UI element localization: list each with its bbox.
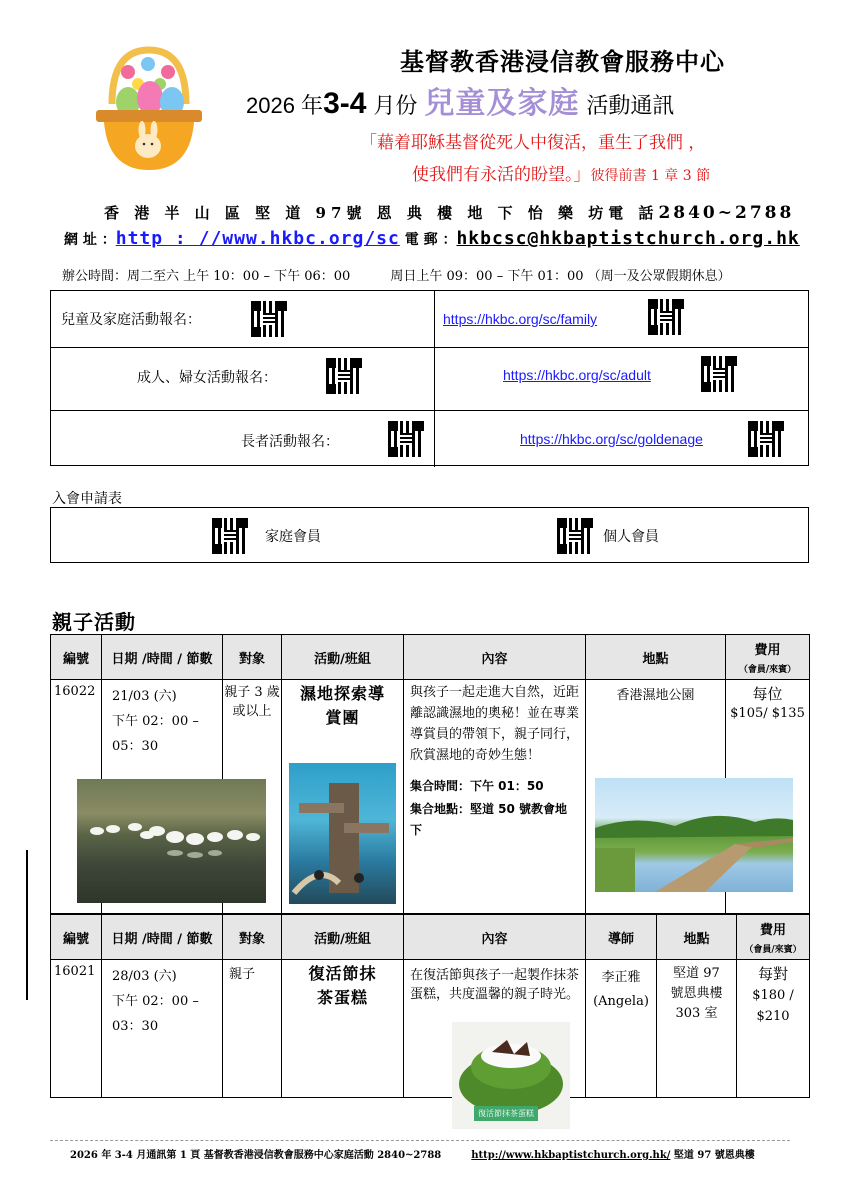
fee-note: （會員/來賓） xyxy=(738,665,797,675)
cell-venue: 堅道 97 號恩典樓 303 室 xyxy=(657,960,737,1098)
qr-code-icon[interactable] xyxy=(251,301,287,337)
fee-unit: 每對 xyxy=(757,965,788,983)
hours-sunday: 周日上午 09：00 – 下午 01：00 （周一及公眾假期休息） xyxy=(390,269,731,284)
cell-target: 親子 xyxy=(223,960,282,1098)
cell-activity xyxy=(282,960,404,1098)
membership-box xyxy=(50,507,809,563)
margin-mark xyxy=(26,850,28,1000)
cell-code: 16022 xyxy=(51,680,102,914)
col-target: 對象 xyxy=(223,635,282,680)
cell-tutor xyxy=(586,960,657,1098)
qr-code-icon[interactable] xyxy=(701,356,737,392)
cell-target: 親子 3 歲或以上 xyxy=(223,680,282,914)
website-link[interactable]: http : //www.hkbc.org/sc xyxy=(115,228,400,249)
cell-code: 16021 xyxy=(51,960,102,1098)
content-text: 在復活節與孩子一起製作抹茶蛋糕，共度溫馨的親子時光。 xyxy=(410,968,580,1002)
address-text: 香 港 半 山 區 堅 道 97號 恩 典 樓 地 下 怡 樂 坊電 話 xyxy=(104,204,659,222)
footer-address: 堅道 97 號恩典樓 xyxy=(670,1150,755,1161)
verse-text-2: 使我們有永活的盼望。」 xyxy=(412,165,591,185)
fee-unit: 每位 xyxy=(752,685,783,703)
col-activity: 活動/班組 xyxy=(282,635,404,680)
reg-label-adult: 成人、婦女活動報名： xyxy=(137,370,277,386)
verse-line-1: 「藉着耶穌基督從死人中復活，重生了我們 ， xyxy=(360,133,706,153)
qr-code-icon[interactable] xyxy=(212,518,248,554)
qr-code-icon[interactable] xyxy=(557,518,593,554)
cake-caption: 復活節抹茶蛋糕 xyxy=(474,1106,538,1121)
page-footer xyxy=(70,1146,755,1161)
col-tutor: 導師 xyxy=(586,915,657,960)
col-content: 內容 xyxy=(404,915,586,960)
verse-line-2 xyxy=(412,160,710,185)
tutor-name: 李正雅 xyxy=(601,970,641,985)
family-member-label: 家庭會員 xyxy=(265,529,321,545)
fee-header: 費用 xyxy=(754,643,781,658)
treehouse-photo xyxy=(289,763,396,904)
registration-table xyxy=(50,290,809,466)
activity-name: 復活節抹茶蛋糕 xyxy=(308,964,377,1007)
footer-text: 2026 年 3-4 月通訊第 1 頁 基督教香港浸信教會服務中心家庭活動 2840~2788 xyxy=(70,1150,442,1161)
cell-date xyxy=(102,960,223,1098)
date-text: 21/03 (六) xyxy=(112,689,177,704)
qr-code-icon[interactable] xyxy=(388,421,424,457)
col-fee xyxy=(737,915,810,960)
title-tail: 活動通訊 xyxy=(579,94,675,119)
newsletter-title xyxy=(246,78,674,122)
col-venue: 地點 xyxy=(657,915,737,960)
table-row xyxy=(51,960,810,1098)
individual-member-label: 個人會員 xyxy=(603,529,659,545)
reg-label-family: 兒童及家庭活動報名： xyxy=(61,312,201,328)
reg-label-elderly: 長者活動報名： xyxy=(241,434,339,450)
cell-fee xyxy=(737,960,810,1098)
reg-link-adult[interactable]: https://hkbc.org/sc/adult xyxy=(503,367,651,383)
qr-code-icon[interactable] xyxy=(648,299,684,335)
time-start: 下午 02：00 – xyxy=(112,994,199,1009)
membership-title: 入會申請表 xyxy=(52,491,122,507)
verse-source: 彼得前書 1 章 3 節 xyxy=(590,168,711,184)
title-month: 月份 xyxy=(366,94,425,119)
time-end: 05：30 xyxy=(112,739,159,754)
col-target: 對象 xyxy=(223,915,282,960)
fee-amount: $105/ $135 xyxy=(730,706,805,721)
fee-amount-member: $180 / xyxy=(752,988,794,1003)
qr-code-icon[interactable] xyxy=(326,358,362,394)
col-date: 日期 /時間 / 節數 xyxy=(102,915,223,960)
footer-divider xyxy=(50,1140,790,1141)
activity-name: 濕地探索導賞團 xyxy=(299,684,385,727)
footer-url[interactable]: http://www.hkbaptistchurch.org.hk/ xyxy=(471,1150,671,1161)
reg-link-elderly[interactable]: https://hkbc.org/sc/goldenage xyxy=(520,431,703,447)
organization-name: 基督教香港浸信教會服務中心 xyxy=(400,47,725,76)
title-year: 2026 年 xyxy=(246,93,324,118)
egrets-photo xyxy=(77,779,266,903)
email-link[interactable]: hkbcsc@hkbaptistchurch.org.hk xyxy=(456,228,800,249)
qr-code-icon[interactable] xyxy=(748,421,784,457)
email-label: 電 郵 ： xyxy=(399,232,457,248)
office-hours xyxy=(62,265,731,284)
fee-note: （會員/來賓） xyxy=(744,945,802,955)
fee-header: 費用 xyxy=(759,923,786,938)
time-start: 下午 02：00 – xyxy=(112,714,199,729)
col-code: 編號 xyxy=(51,635,102,680)
cell-venue: 香港濕地公園 xyxy=(586,680,726,914)
wetland-boardwalk-photo xyxy=(595,778,793,892)
col-venue: 地點 xyxy=(586,635,726,680)
easter-basket-logo xyxy=(90,42,208,174)
col-activity: 活動/班組 xyxy=(282,915,404,960)
date-text: 28/03 (六) xyxy=(112,969,177,984)
title-main: 兒童及家庭 xyxy=(424,86,580,121)
reg-link-family[interactable]: https://hkbc.org/sc/family xyxy=(443,311,598,327)
col-code: 編號 xyxy=(51,915,102,960)
section-title: 親子活動 xyxy=(52,610,136,634)
meet-place: 集合地點：堅道 50 號教會地下 xyxy=(410,802,568,837)
phone-number: 2840~2788 xyxy=(658,203,795,223)
col-fee xyxy=(726,635,810,680)
title-range: 3-4 xyxy=(323,87,367,120)
matcha-cake-photo xyxy=(452,1022,570,1129)
col-date: 日期 /時間 / 節數 xyxy=(102,635,223,680)
web-label: 網 址 ： xyxy=(64,232,116,248)
cell-content xyxy=(404,680,586,914)
address-line xyxy=(104,202,794,223)
web-row xyxy=(64,228,800,249)
content-text: 與孩子一起走進大自然，近距離認識濕地的奧秘！並在專業導賞員的帶領下，親子同行，欣賞濕地的奇妙生態！ xyxy=(410,685,580,763)
fee-amount-guest: $210 xyxy=(756,1009,790,1024)
activity-table-2 xyxy=(50,914,810,1098)
meet-time: 集合時間：下午 01：50 xyxy=(410,779,544,793)
col-content: 內容 xyxy=(404,635,586,680)
tutor-english: (Angela) xyxy=(593,994,649,1009)
hours-weekday: 辦公時間：周二至六 上午 10：00 – 下午 06：00 xyxy=(62,269,351,284)
time-end: 03：30 xyxy=(112,1019,159,1034)
